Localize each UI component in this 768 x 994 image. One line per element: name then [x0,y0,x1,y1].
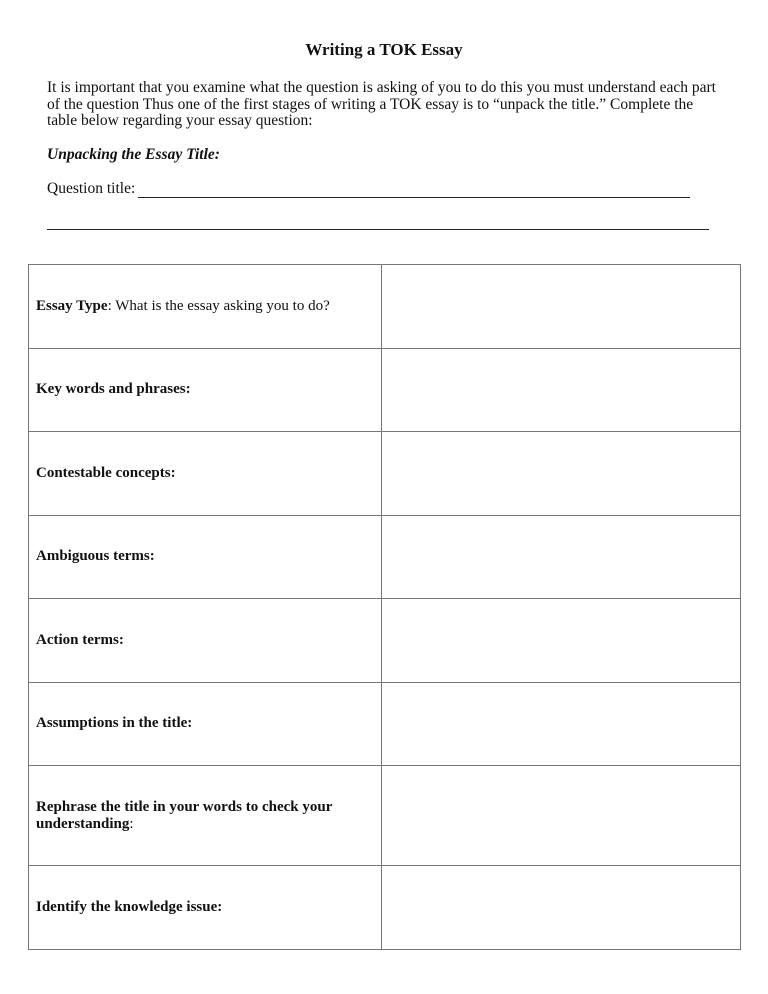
row-prompt [29,515,382,599]
prompt-bold: Essay Type [36,297,108,314]
answer-cell[interactable] [382,866,741,950]
prompt-rest: : [129,815,134,832]
table-row [29,766,741,866]
table-row [29,432,741,516]
prompt-rest: : What is the essay asking you to do? [107,297,330,314]
unpacking-table [28,264,741,950]
prompt-bold: Contestable concepts: [36,464,176,481]
answer-cell[interactable] [382,682,741,766]
table-row [29,265,741,349]
answer-cell[interactable] [382,766,741,866]
answer-cell[interactable] [382,515,741,599]
prompt-bold: Ambiguous terms: [36,548,155,565]
table-row [29,515,741,599]
row-prompt [29,766,382,866]
row-prompt [29,599,382,683]
row-prompt [29,348,382,432]
document-title: Writing a TOK Essay [305,40,463,59]
prompt-bold: Assumptions in the title: [36,715,193,732]
row-prompt [29,432,382,516]
table-row [29,599,741,683]
row-prompt [29,866,382,950]
question-title-blank[interactable] [138,183,690,198]
answer-cell[interactable] [382,599,741,683]
table-row [29,682,741,766]
question-title-line [47,180,690,198]
prompt-bold: Identify the knowledge issue: [36,898,223,915]
prompt-bold: Action terms: [36,631,124,648]
answer-cell[interactable] [382,432,741,516]
table-row [29,348,741,432]
answer-cell[interactable] [382,265,741,349]
prompt-bold: Key words and phrases: [36,381,191,398]
row-prompt [29,265,382,349]
question-title-label: Question title: [47,180,136,197]
intro-paragraph: It is important that you examine what the question is asking of you to do this you must understand each part of the question Thus one of the first stages of writing a TOK essay is to “unpack the title.” Complete the table below regarding your essay question: [47,79,716,129]
table-row [29,866,741,950]
answer-cell[interactable] [382,348,741,432]
row-prompt [29,682,382,766]
question-title-blank-2[interactable] [47,229,709,230]
section-subheading: Unpacking the Essay Title: [47,146,220,163]
prompt-bold: Rephrase the title in your words to check your understanding [36,798,333,832]
